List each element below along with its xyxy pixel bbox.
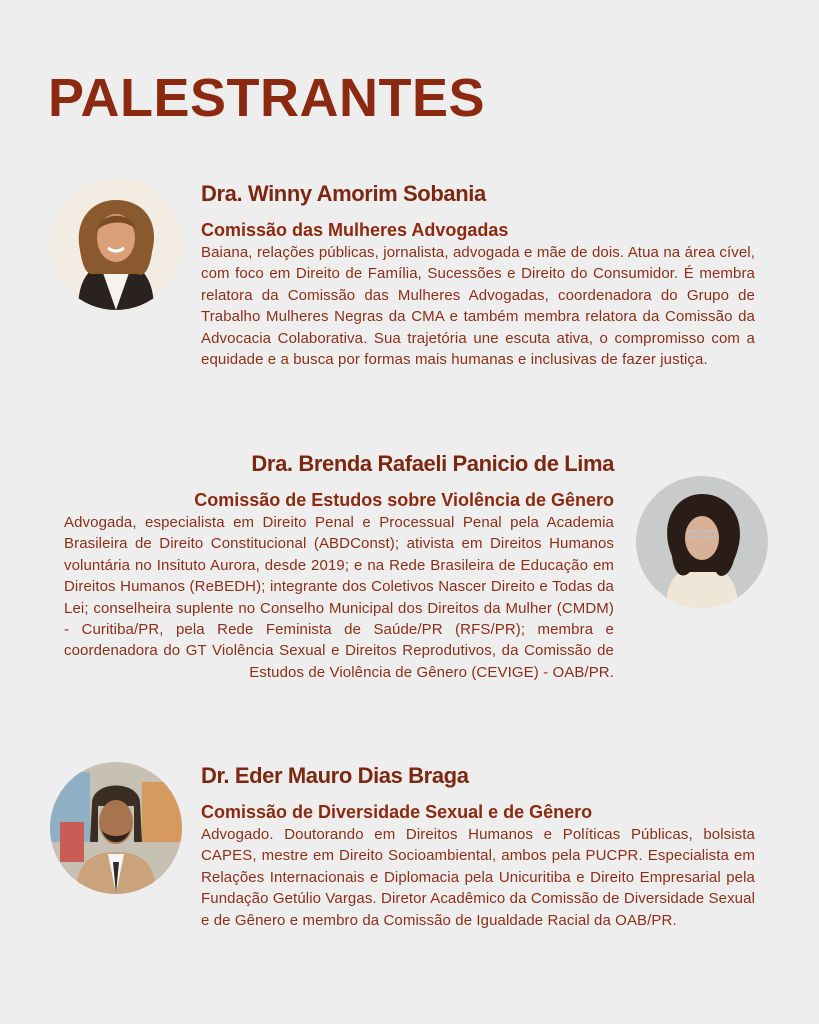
avatar-speaker-1 [50,178,182,310]
speaker-commission: Comissão das Mulheres Advogadas [201,220,509,240]
speaker-name: Dra. Brenda Rafaeli Panicio de Lima [251,451,614,476]
speaker-commission: Comissão de Estudos sobre Violência de Gênero [194,490,614,510]
speaker-card-1 [201,180,755,370]
avatar-speaker-2 [636,476,768,608]
speaker-name: Dra. Winny Amorim Sobania [201,181,486,206]
page-title: PALESTRANTES [48,68,486,128]
speaker-bio: Baiana, relações públicas, jornalista, advogada e mãe de dois. Atua na área cível, com foco em Direito de Família, Sucessões e Direito do Consumidor. É membra relatora da Comissão das Mulheres Advogadas, coordenadora do Grupo de Trabalho Mulheres Negras da CMA e também membra relatora da Comissão da Advocacia Colaborativa. Sua trajetória une escuta ativa, o compromisso com a equidade e a busca por formas mais humanas e inclusivas de fazer justiça. [201,244,755,369]
speaker-bio: Advogada, especialista em Direito Penal e Processual Penal pela Academia Brasileira de Direito Constitucional (ABDConst); ativista em Direitos Humanos voluntária no Insituto Aurora, desde 2019; e na Rede Brasileira de Educação em Direitos Humanos (ReBEDH); integrante dos Coletivos Nascer Direito e Todas da Lei; conselheira suplente no Conselho Municipal dos Direitos da Mulher (CMDM) - Curitiba/PR, pela Rede Feminista de Saúde/PR (RFS/PR); membra e coordenadora do GT Violência Sexual e Direitos Reprodutivos, da Comissão de Estudos de Violência de Gênero (CEVIGE) - OAB/PR. [64,514,614,681]
speaker-card-3 [201,762,755,931]
speaker-name: Dr. Eder Mauro Dias Braga [201,763,469,788]
speaker-bio: Advogado. Doutorando em Direitos Humanos e Políticas Públicas, bolsista CAPES, mestre em Direito Socioambiental, ambos pela PUCPR. Especialista em Relações Internacionais e Diplomacia pela Unicuritiba e Direito Empresarial pela Fundação Getúlio Vargas. Diretor Acadêmico da Comissão de Diversidade Sexual e de Gênero e membro da Comissão de Igualdade Racial da OAB/PR. [201,826,755,929]
speaker-card-2 [64,450,614,683]
avatar-speaker-3 [50,762,182,894]
speaker-commission: Comissão de Diversidade Sexual e de Gênero [201,802,593,822]
